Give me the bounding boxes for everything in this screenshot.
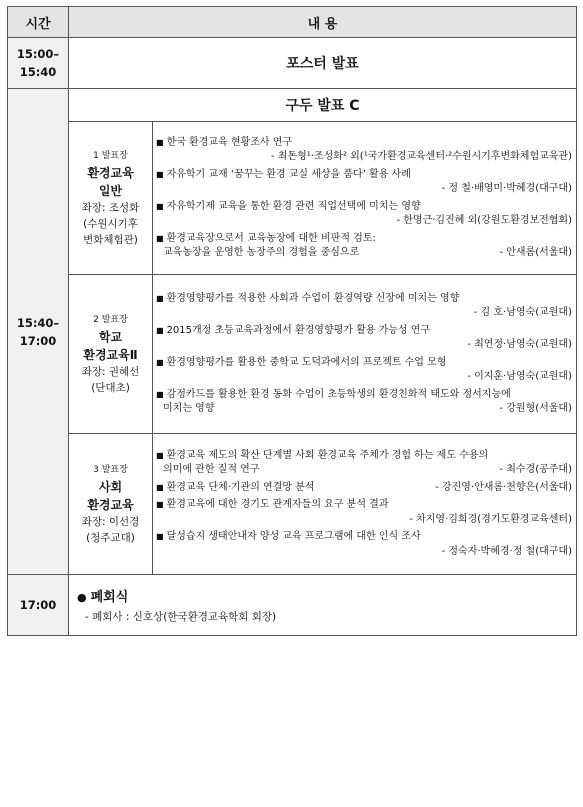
presentation-item — [156, 356, 572, 385]
oral-title-row — [8, 89, 577, 122]
presentation-item — [156, 449, 572, 478]
poster-time — [8, 38, 69, 89]
session-name: 환경교육 — [87, 498, 134, 512]
session-number: 1 발표장 — [93, 151, 128, 161]
closing-detail: - 폐회사 : 신호상(한국환경교육학회 회장) — [85, 611, 277, 623]
presentation-title: ■ 한국 환경교육 현황조사 연구 — [156, 136, 572, 151]
closing-content — [69, 575, 577, 636]
presentation-title: ■ 2015개정 초등교육과정에서 환경영향평가 활용 가능성 연구 — [156, 324, 572, 339]
session-chair: 좌장: 이선경 — [81, 516, 140, 528]
session-row — [8, 122, 577, 275]
session-chair-affiliation: (수원시기후 — [83, 218, 138, 230]
presentation-item — [156, 324, 572, 353]
poster-title: 포스터 발표 — [69, 38, 577, 89]
session-info — [69, 275, 153, 434]
presentation-title: ■ 환경교육 제도의 확산 단계별 사회 환경교육 주체가 경험 하는 제도 수용의 — [156, 449, 572, 464]
session-name: 환경교육 — [87, 166, 134, 180]
session-chair-affiliation: (청주교대) — [86, 532, 135, 544]
poster-time-start: 15:00– — [16, 47, 60, 61]
oral-time — [8, 89, 69, 575]
presentation-item — [156, 232, 572, 261]
oral-time-start: 15:40– — [16, 315, 60, 330]
session-row — [8, 275, 577, 434]
schedule-table — [7, 6, 577, 636]
presentation-item — [156, 168, 572, 197]
presentation-subtitle: 미치는 영향 — [163, 403, 215, 414]
session-number: 2 발표장 — [93, 315, 128, 325]
presentation-title: ■ 자유학기 교재 ‘꿈꾸는 환경 교실 세상을 품다’ 활용 사례 — [156, 168, 572, 183]
presentation-title: ■ 환경영향평가를 적용한 사회과 수업이 환경역량 신장에 미치는 영향 — [156, 292, 572, 307]
presentation-item — [156, 388, 572, 417]
presentation-title: ■ 환경교육 단체·기관의 연결망 분석 — [156, 481, 315, 496]
presentation-authors: - 최돈형¹·조성화² 외(¹국가환경교육센터·²수원시기후변화체험교육관) — [271, 151, 572, 162]
presentation-authors: - 최연정·남영숙(교원대) — [467, 339, 572, 350]
session-info — [69, 434, 153, 575]
presentation-authors: - 강원형(서울대) — [499, 403, 572, 414]
presentation-subline — [156, 463, 572, 478]
presentation-item — [156, 200, 572, 229]
presentation-subtitle: 의미에 관한 질적 연구 — [163, 464, 260, 476]
presentation-item — [156, 530, 572, 559]
poster-time-end: 15:40 — [19, 65, 57, 79]
presentation-title: ■ 환경영향평가를 활용한 중학교 도덕과에서의 프로젝트 수업 모형 — [156, 356, 572, 371]
presentation-list — [153, 275, 577, 434]
session-name: 사회 — [98, 480, 123, 494]
session-name: 일반 — [98, 184, 123, 198]
presentation-authors: - 정 철·배영미·박혜경(대구대) — [441, 183, 572, 194]
presentation-title: ■ 감정카드를 활용한 환경 동화 수업이 초등학생의 환경친화적 태도와 정서지능에 — [156, 388, 572, 403]
presentation-authors: - 한명근·김진혜 외(강원도환경보전협회) — [396, 215, 572, 226]
presentation-title: ■ 환경교육에 대한 경기도 관계자들의 요구 분석 결과 — [156, 498, 572, 513]
session-info — [69, 122, 153, 275]
poster-row — [8, 38, 577, 89]
presentation-title: ■ 달성습지 생태안내자 양성 교육 프로그램에 대한 인식 조사 — [156, 530, 572, 545]
session-chair-affiliation: (단대초) — [91, 382, 130, 394]
session-name: 학교 — [98, 330, 123, 344]
oral-title: 구두 발표 C — [69, 89, 577, 122]
presentation-authors: - 강진영·안새롬·천향은(서울대) — [435, 481, 572, 493]
session-row — [8, 434, 577, 575]
presentation-subline — [156, 246, 572, 261]
presentation-authors: - 이지훈·남영숙(교원대) — [467, 371, 572, 382]
header-row — [8, 7, 577, 38]
presentation-item — [156, 481, 572, 496]
presentation-item — [156, 498, 572, 527]
session-chair: 좌장: 권혜선 — [81, 366, 140, 378]
presentation-authors: - 최수경(공주대) — [499, 464, 572, 476]
header-content: 내 용 — [69, 7, 577, 38]
oral-time-end: 17:00 — [19, 333, 57, 348]
presentation-title: ■ 자유학기제 교육을 통한 환경 관련 직업선택에 미치는 영향 — [156, 200, 572, 215]
closing-row — [8, 575, 577, 636]
closing-time: 17:00 — [8, 575, 69, 636]
presentation-authors: - 안새롬(서울대) — [499, 247, 572, 258]
presentation-item — [156, 292, 572, 321]
presentation-title: ■ 환경교육장으로서 교육농장에 대한 비판적 검토: — [156, 232, 572, 247]
header-time: 시간 — [8, 7, 69, 38]
presentation-list — [153, 434, 577, 575]
presentation-list — [153, 122, 577, 275]
presentation-subtitle: 교육농장을 운영한 농장주의 경험을 중심으로 — [163, 247, 360, 258]
presentation-authors: - 정숙자·박혜경·정 철(대구대) — [441, 545, 572, 557]
session-name: 환경교육Ⅱ — [83, 348, 138, 362]
presentation-authors: - 김 호·남영숙(교원대) — [473, 307, 572, 318]
session-chair-affiliation: 변화체험관) — [83, 234, 138, 246]
closing-title: ● 폐회식 — [77, 586, 568, 605]
session-chair: 좌장: 조성화 — [81, 202, 140, 214]
session-number: 3 발표장 — [93, 465, 128, 475]
presentation-item — [156, 136, 572, 165]
presentation-subline — [156, 402, 572, 417]
presentation-authors: - 차지영·김희경(경기도환경교육센터) — [409, 513, 572, 525]
